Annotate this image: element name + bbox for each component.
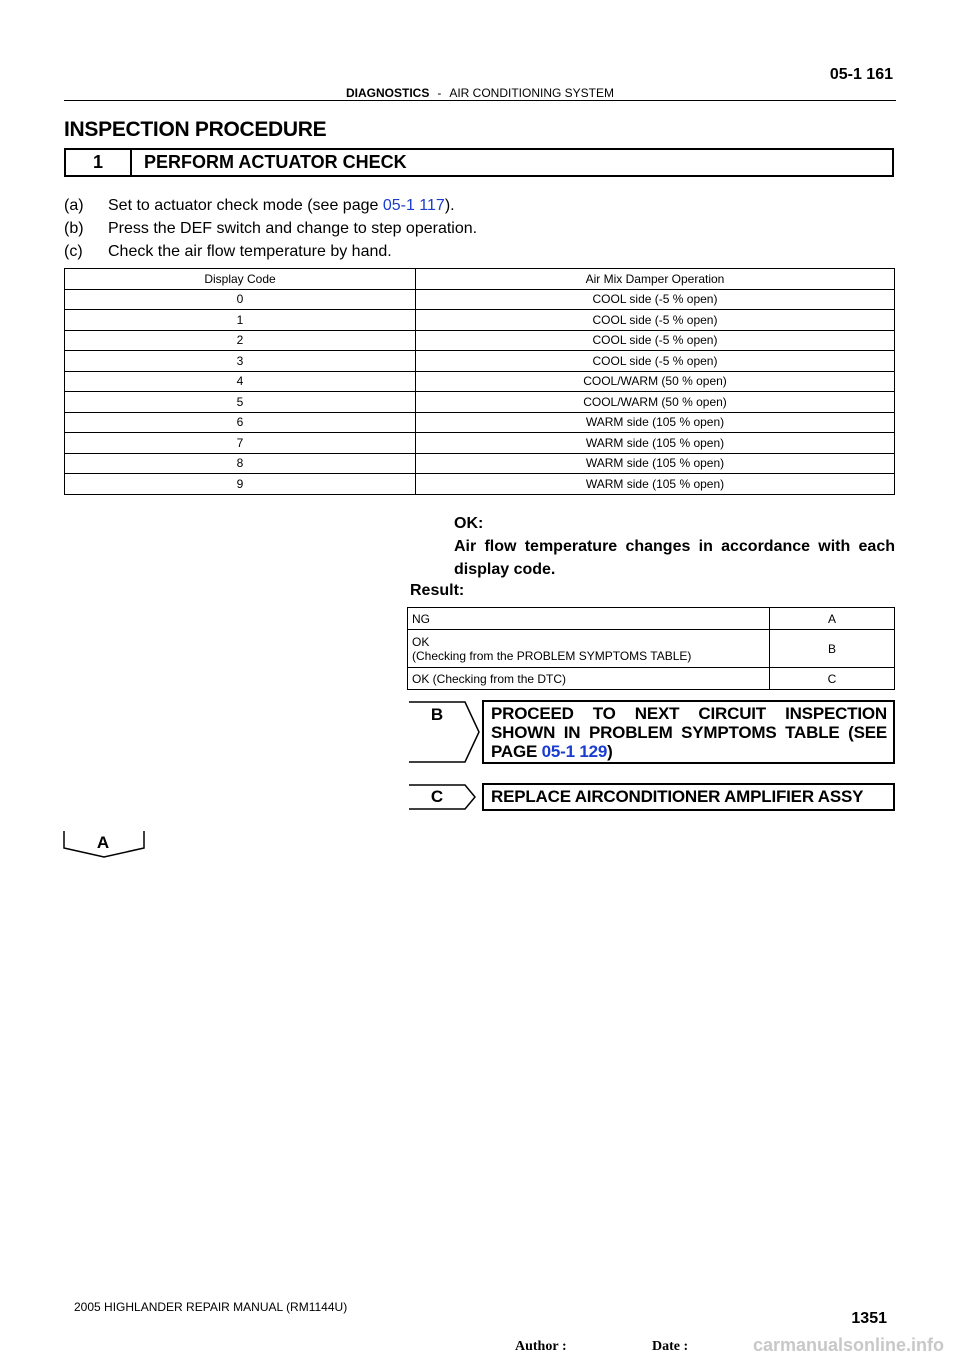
result-value: B — [770, 630, 895, 668]
result-value: A — [770, 608, 895, 630]
result-condition — [408, 630, 770, 668]
instruction-text-before: Set to actuator check mode (see page — [108, 197, 383, 214]
action-c-text: REPLACE AIRCONDITIONER AMPLIFIER ASSY — [491, 787, 864, 806]
result-condition — [408, 608, 770, 630]
action-b-text — [491, 704, 887, 761]
instruction-text-after: ). — [444, 197, 455, 214]
table-row — [65, 433, 895, 454]
action-c-letter: C — [430, 787, 444, 806]
result-condition-text: OK (Checking from the DTC) — [412, 671, 567, 686]
display-code: 3 — [65, 351, 416, 372]
page-code: 05-1 161 — [829, 66, 893, 83]
instruction-text: Press the DEF switch and change to step operation. — [108, 220, 478, 237]
action-b-text-after: ) — [607, 742, 613, 761]
action-b — [407, 700, 895, 764]
step-title: PERFORM ACTUATOR CHECK — [144, 152, 407, 172]
header-section: DIAGNOSTICS — [345, 86, 430, 100]
table-row — [65, 289, 895, 310]
result-value: C — [770, 668, 895, 690]
watermark: carmanualsonline.info — [752, 1335, 944, 1355]
damper-operation: WARM side (105 % open) — [416, 453, 895, 474]
page-title: INSPECTION PROCEDURE — [64, 118, 327, 141]
result-table — [407, 607, 895, 690]
result-condition-text: NG — [412, 611, 430, 626]
damper-operation: COOL side (-5 % open) — [416, 330, 895, 351]
display-code: 2 — [65, 330, 416, 351]
column-header-display-code: Display Code — [65, 269, 416, 290]
instruction-text: Check the air flow temperature by hand. — [108, 243, 392, 260]
instruction-label: (a) — [64, 197, 84, 214]
header-subsection: AIR CONDITIONING SYSTEM — [449, 86, 615, 100]
display-code-table — [64, 268, 895, 495]
table-row — [65, 351, 895, 372]
instruction-label: (c) — [64, 243, 83, 260]
instruction-text — [108, 197, 455, 215]
display-code: 9 — [65, 474, 416, 495]
result-condition — [408, 668, 770, 690]
table-row — [65, 371, 895, 392]
table-row — [408, 608, 895, 630]
display-code: 5 — [65, 392, 416, 413]
damper-operation: COOL side (-5 % open) — [416, 289, 895, 310]
ok-label: OK: — [454, 515, 484, 532]
footer-author-label: Author : — [515, 1339, 567, 1354]
result-condition-text: OK — [412, 634, 430, 649]
damper-operation: WARM side (105 % open) — [416, 433, 895, 454]
display-code: 1 — [65, 310, 416, 331]
damper-operation: COOL/WARM (50 % open) — [416, 392, 895, 413]
footer-manual: 2005 HIGHLANDER REPAIR MANUAL (RM1144U) — [74, 1300, 348, 1314]
damper-operation: WARM side (105 % open) — [416, 412, 895, 433]
page-link-05-1-117[interactable]: 05-1 117 — [382, 197, 445, 214]
table-row — [408, 630, 895, 668]
display-code: 7 — [65, 433, 416, 454]
running-header — [0, 86, 960, 100]
table-row — [65, 474, 895, 495]
action-b-text-before: PROCEED TO NEXT CIRCUIT INSPECTION SHOWN IN PROBLEM SYMPTOMS TABLE (SEE PAGE — [491, 704, 887, 761]
step-box — [64, 148, 894, 177]
display-code: 4 — [65, 371, 416, 392]
result-label: Result: — [410, 582, 465, 599]
action-b-letter: B — [430, 705, 444, 724]
table-row — [65, 453, 895, 474]
display-code: 6 — [65, 412, 416, 433]
header-rule — [64, 100, 896, 101]
display-code: 0 — [65, 289, 416, 310]
damper-operation: COOL side (-5 % open) — [416, 351, 895, 372]
result-condition-subtext: (Checking from the PROBLEM SYMPTOMS TABLE) — [412, 648, 692, 663]
column-header-damper-operation: Air Mix Damper Operation — [416, 269, 895, 290]
table-row — [408, 668, 895, 690]
table-row — [65, 412, 895, 433]
ok-specification — [454, 512, 895, 581]
display-code: 8 — [65, 453, 416, 474]
ok-text: Air flow temperature changes in accordance with each display code. — [454, 538, 895, 578]
instruction-b — [64, 220, 477, 238]
action-c — [407, 783, 895, 811]
instruction-a — [64, 197, 455, 215]
instruction-label: (b) — [64, 220, 84, 237]
footer-date-label: Date : — [652, 1339, 689, 1354]
page-link-05-1-129[interactable]: 05-1 129 — [541, 742, 608, 761]
table-row — [65, 310, 895, 331]
instruction-c — [64, 243, 392, 261]
continue-tab-a — [63, 830, 145, 863]
table-row — [65, 330, 895, 351]
header-separator: - — [437, 86, 442, 100]
damper-operation: COOL/WARM (50 % open) — [416, 371, 895, 392]
damper-operation: COOL side (-5 % open) — [416, 310, 895, 331]
table-row — [65, 392, 895, 413]
table-header-row — [65, 269, 895, 290]
step-number: 1 — [66, 150, 132, 175]
continue-tab-letter: A — [96, 833, 110, 852]
damper-operation: WARM side (105 % open) — [416, 474, 895, 495]
footer-page-number: 1351 — [851, 1310, 887, 1327]
